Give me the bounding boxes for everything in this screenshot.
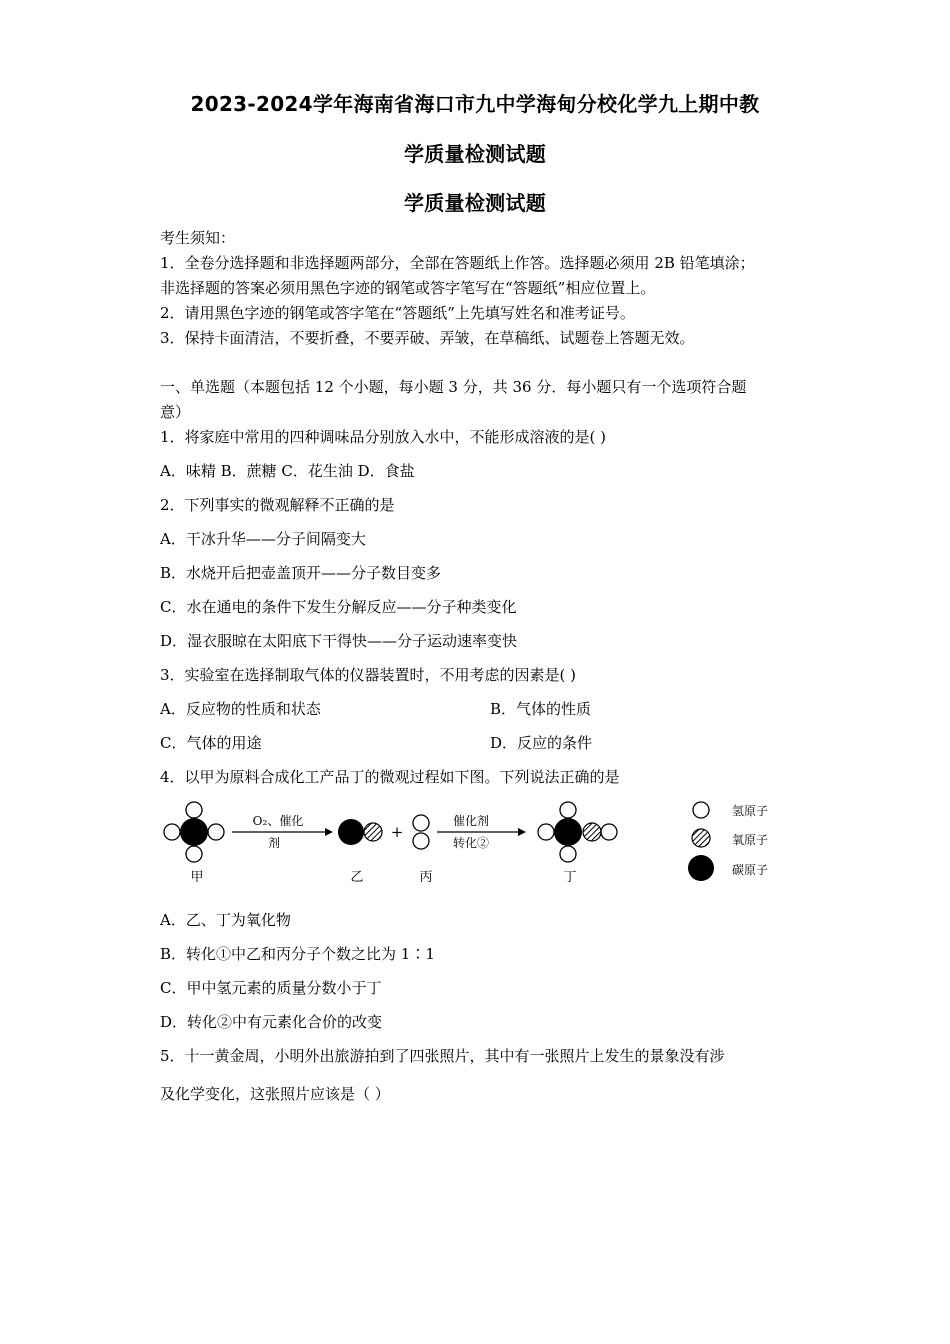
arrow-conversion-2	[437, 828, 526, 836]
label-yi: 乙	[350, 870, 364, 885]
notice-line2: 非选择题的答案必须用黑色字迹的钢笔或答字笔写在“答题纸”相应位置上。	[160, 279, 656, 297]
q3-option-c: C．气体的用途	[160, 734, 262, 752]
legend-oxygen-label: 氧原子	[732, 833, 769, 847]
molecule-yi	[338, 819, 382, 845]
q3-stem: 3．实验室在选择制取气体的仪器装置时，不用考虑的因素是( )	[160, 666, 577, 684]
q2-option-d: D．湿衣服晾在太阳底下干得快——分子运动速率变快	[160, 632, 518, 650]
q4-stem: 4．以甲为原料合成化工产品丁的微观过程如下图。下列说法正确的是	[160, 768, 620, 786]
arrow-conversion-1	[232, 828, 333, 836]
q5-stem-line2: 及化学变化，这张照片应该是（ ）	[160, 1085, 390, 1103]
legend-carbon-icon	[688, 855, 714, 881]
exam-title-line1: 2023-2024学年海南省海口市九中学海甸分校化学九上期中教	[190, 92, 760, 116]
notice-line1: 1．全卷分选择题和非选择题两部分，全部在答题纸上作答。选择题必须用 2B 铅笔填涂；	[160, 254, 755, 272]
q5-stem-line1: 5．十一黄金周，小明外出旅游拍到了四张照片，其中有一张照片上发生的景象没有涉	[160, 1047, 725, 1065]
plus-sign: +	[390, 823, 404, 841]
molecule-bing	[413, 815, 429, 849]
q2-option-c: C．水在通电的条件下发生分解反应——分子种类变化	[160, 598, 517, 616]
legend-carbon-label: 碳原子	[732, 863, 769, 877]
exam-title-line2: 学质量检测试题	[403, 142, 547, 166]
reaction-diagram	[150, 795, 800, 895]
legend-oxygen-icon	[692, 829, 710, 847]
q4-option-c: C．甲中氢元素的质量分数小于丁	[160, 979, 382, 997]
q3-option-d: D．反应的条件	[490, 734, 593, 752]
q4-option-a: A．乙、丁为氧化物	[160, 911, 291, 929]
exam-title-line3: 学质量检测试题	[403, 191, 547, 215]
q2-option-a: A．干冰升华——分子间隔变大	[160, 530, 366, 548]
molecule-ding	[538, 802, 617, 862]
section1-heading-line1: 一、单选题（本题包括 12 个小题，每小题 3 分，共 36 分．每小题只有一个选项符合题	[160, 378, 747, 396]
notice-line3: 2．请用黑色字迹的钢笔或答字笔在“答题纸”上先填写姓名和准考证号。	[160, 304, 635, 322]
section1-heading-line2: 意）	[160, 403, 191, 421]
q2-option-b: B．水烧开后把壶盖顶开——分子数目变多	[160, 564, 442, 582]
arrow1-bottom-label: 剂	[267, 836, 281, 850]
label-bing: 丙	[419, 870, 433, 885]
q3-option-b: B．气体的性质	[490, 700, 592, 718]
arrow2-top-label: 催化剂	[452, 814, 490, 828]
q1-stem: 1．将家庭中常用的四种调味品分别放入水中，不能形成溶液的是( )	[160, 428, 607, 446]
arrow2-bottom-label: 转化②	[452, 836, 490, 850]
notice-line4: 3．保持卡面清洁，不要折叠，不要弄破、弄皱，在草稿纸、试题卷上答题无效。	[160, 329, 695, 347]
legend	[688, 802, 768, 881]
legend-hydrogen-label: 氢原子	[732, 804, 769, 818]
q4-option-d: D．转化②中有元素化合价的改变	[160, 1013, 383, 1031]
q2-stem: 2．下列事实的微观解释不正确的是	[160, 496, 395, 514]
q4-option-b: B．转化①中乙和丙分子个数之比为 1∶1	[160, 945, 435, 963]
arrow1-top-label: O₂、催化	[252, 814, 304, 828]
molecule-jia	[164, 802, 224, 862]
q1-options: A．味精 B．蔗糖 C．花生油 D．食盐	[160, 462, 415, 480]
q3-option-a: A．反应物的性质和状态	[160, 700, 321, 718]
label-ding: 丁	[563, 870, 577, 885]
legend-hydrogen-icon	[693, 802, 709, 818]
label-jia: 甲	[190, 870, 204, 885]
notice-heading: 考生须知：	[160, 229, 236, 247]
